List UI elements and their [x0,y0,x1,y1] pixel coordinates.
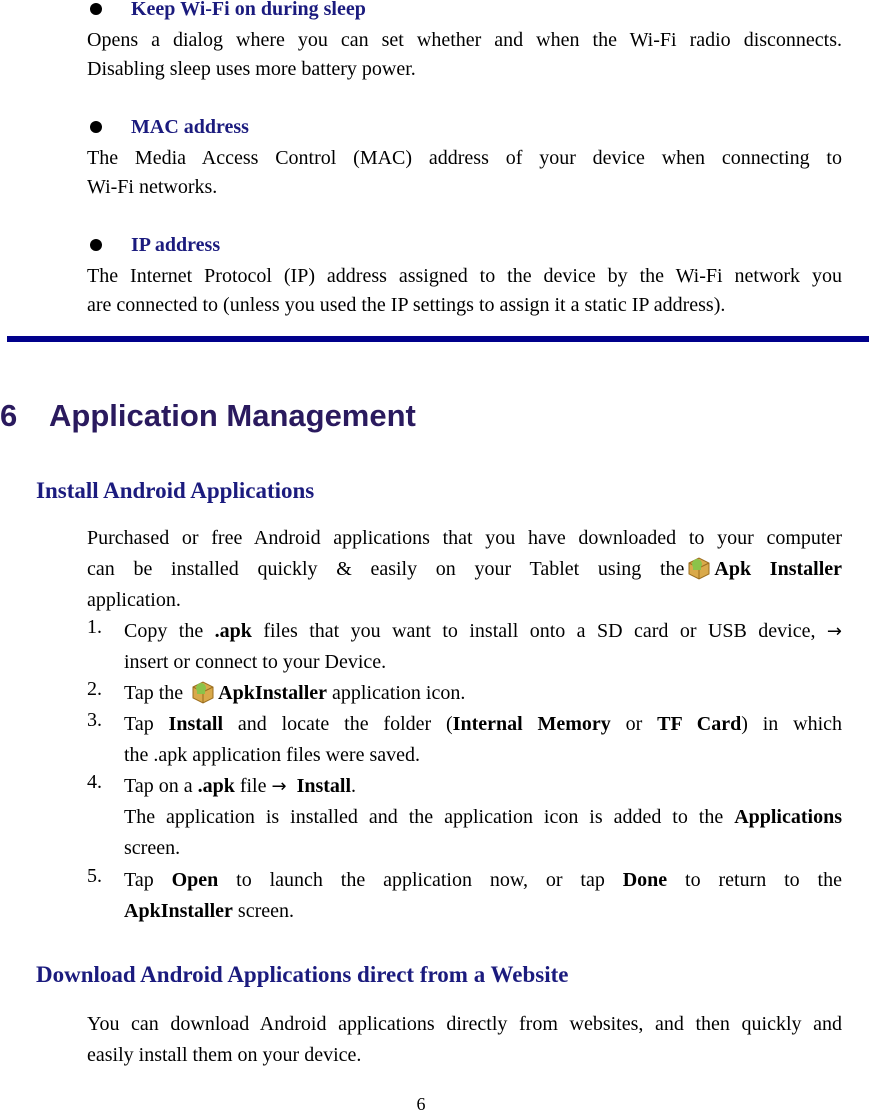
section-divider [7,336,869,342]
text-segment: to launch the application now, or tap [218,869,623,891]
install-heading: Install Android Applications [36,478,315,503]
install-step-4 [124,771,842,864]
text-segment: can be installed quickly & easily on your Tablet using the [87,558,685,580]
text-line: insert or connect to your Device. [124,651,387,673]
install-intro [87,523,842,616]
text-line: screen. [124,837,181,859]
text-segment: Tap the [124,682,189,704]
text-segment: to return to the [667,869,842,891]
install-step-2 [124,678,842,709]
text-line [124,771,842,802]
text-line [87,554,842,585]
install-label: Install [296,775,352,797]
text-segment: Tap on a [124,775,198,797]
page-number: 6 [416,1094,426,1114]
apkinstaller-label: ApkInstaller [124,900,233,922]
download-heading: Download Android Applications direct from a Website [36,962,569,987]
text-line: The Internet Protocol (IP) address assigned to the device by the Wi-Fi network you [87,265,842,287]
install-step-3 [124,709,842,771]
open-label: Open [171,869,219,891]
text-segment: screen. [232,900,294,922]
text-segment: file [234,775,272,797]
step-number: 3. [87,709,102,731]
text-segment: files that you want to install onto a SD card or USB device, [251,620,816,642]
text-line: Opens a dialog where you can set whether and when the Wi-Fi radio disconnects. [87,29,842,51]
bullet-icon [90,121,102,133]
text-line: Disabling sleep uses more battery power. [87,58,416,80]
text-line [124,802,842,833]
text-line [124,896,842,927]
text-segment: application icon. [327,682,466,704]
text-line: Wi-Fi networks. [87,176,218,198]
text-segment: Tap [124,869,172,891]
install-step-1 [124,616,842,678]
bullet-icon [90,3,102,15]
apk-extension: .apk [214,620,252,642]
arrow-icon: → [271,776,287,797]
android-box-icon [686,554,712,580]
step-number: 4. [87,771,102,793]
android-box-icon [190,678,216,704]
text-line: application. [87,589,181,611]
keep-wifi-title: Keep Wi-Fi on during sleep [131,0,366,20]
text-line [124,709,842,740]
apk-extension: .apk [197,775,235,797]
internal-memory-label: Internal Memory [452,713,611,735]
text-line: are connected to (unless you used the IP settings to assign it a static IP address). [87,294,726,316]
text-line: the .apk application files were saved. [124,744,420,766]
install-label: Install [168,713,224,735]
tf-card-label: TF Card [657,713,742,735]
bullet-icon [90,239,102,251]
text-line: The Media Access Control (MAC) address of your device when connecting to [87,147,842,169]
text-segment: ) in which [741,713,843,735]
text-segment: or [610,713,658,735]
ip-address-title: IP address [131,234,221,256]
text-segment: Copy the [124,620,215,642]
step-number: 2. [87,678,102,700]
text-segment: Tap [124,713,169,735]
download-description [87,1009,842,1071]
step-number: 1. [87,616,102,638]
text-line [124,616,842,647]
done-label: Done [622,869,668,891]
ip-address-description [87,262,842,320]
arrow-icon: → [826,621,842,642]
mac-address-title: MAC address [131,116,249,138]
keep-wifi-description [87,26,842,84]
text-line: You can download Android applications directly from websites, and then quickly and [87,1013,842,1035]
text-line: easily install them on your device. [87,1044,362,1066]
chapter-number: 6 [0,398,18,433]
chapter-title: Application Management [49,398,416,433]
text-line: Purchased or free Android applications that you have downloaded to your computer [87,527,842,549]
apk-installer-label: Apk Installer [714,558,842,580]
text-line [124,678,842,709]
text-segment: . [351,775,357,797]
apkinstaller-label: ApkInstaller [218,682,328,704]
install-step-5 [124,865,842,927]
applications-label: Applications [734,806,842,828]
text-segment: The application is installed and the application icon is added to the [124,806,735,828]
mac-address-description [87,144,842,202]
step-number: 5. [87,865,102,887]
text-line [124,865,842,896]
text-segment: and locate the folder ( [223,713,453,735]
